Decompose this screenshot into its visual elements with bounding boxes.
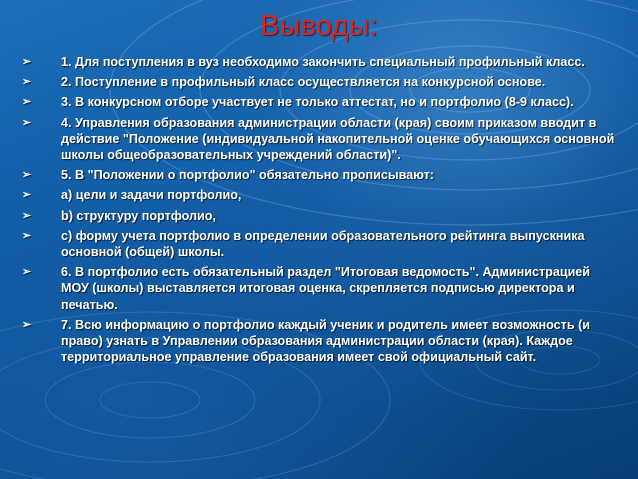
list-item-text: 4. Управления образования администрации области (края) своим приказом вводит в действие "Положение (индивидуальной накопительной оценке обучающихся основной школы общеобразовательных учреждений области)".	[61, 115, 615, 163]
arrow-bullet-icon: ➢	[22, 266, 32, 279]
arrow-bullet-icon: ➢	[22, 189, 32, 202]
list-item	[18, 115, 618, 164]
list-item-text: а) цели и задачи портфолио,	[61, 188, 242, 203]
list-item	[18, 94, 618, 110]
list-item-text: 5. В "Положении о портфолио" обязательно прописывают:	[61, 168, 434, 183]
arrow-bullet-icon: ➢	[22, 76, 32, 89]
arrow-bullet-icon: ➢	[22, 229, 32, 242]
arrow-bullet-icon: ➢	[22, 96, 32, 109]
list-item	[18, 264, 618, 313]
arrow-bullet-icon: ➢	[22, 169, 32, 182]
list-item-text: 2. Поступление в профильный класс осуществляется на конкурсной основе.	[61, 75, 546, 90]
list-item	[18, 167, 618, 183]
list-item-text: 7. Всю информацию о портфолио каждый ученик и родитель имеет возможность (и право) узнать в Управлении образования администрации области (края). Каждое территориальное управление образования имеет свой официальный сайт.	[61, 317, 591, 365]
list-item-text: с) форму учета портфолио в определении образовательного рейтинга выпускника основной (общей) школы.	[61, 228, 585, 260]
list-item	[18, 317, 618, 366]
list-item	[18, 208, 618, 224]
list-item-text: 3. В конкурсном отборе участвует не только аттестат, но и портфолио (8-9 класс).	[61, 95, 574, 110]
conclusions-list	[18, 54, 618, 369]
arrow-bullet-icon: ➢	[22, 318, 32, 331]
list-item-text: b) структуру портфолио,	[61, 208, 216, 223]
list-item	[18, 74, 618, 90]
list-item	[18, 54, 618, 70]
arrow-bullet-icon: ➢	[22, 56, 32, 68]
list-item-text: 1. Для поступления в вуз необходимо закончить специальный профильный класс.	[61, 55, 585, 69]
list-item	[18, 228, 618, 260]
list-item	[18, 187, 618, 203]
arrow-bullet-icon: ➢	[22, 116, 32, 129]
list-item-text: 6. В портфолио есть обязательный раздел "Итоговая ведомость". Администрацией МОУ (школы) выставляется итоговая оценка, скрепляется подписью директора и печатью.	[61, 265, 591, 312]
arrow-bullet-icon: ➢	[22, 209, 32, 222]
slide-title: Выводы:	[260, 10, 378, 42]
